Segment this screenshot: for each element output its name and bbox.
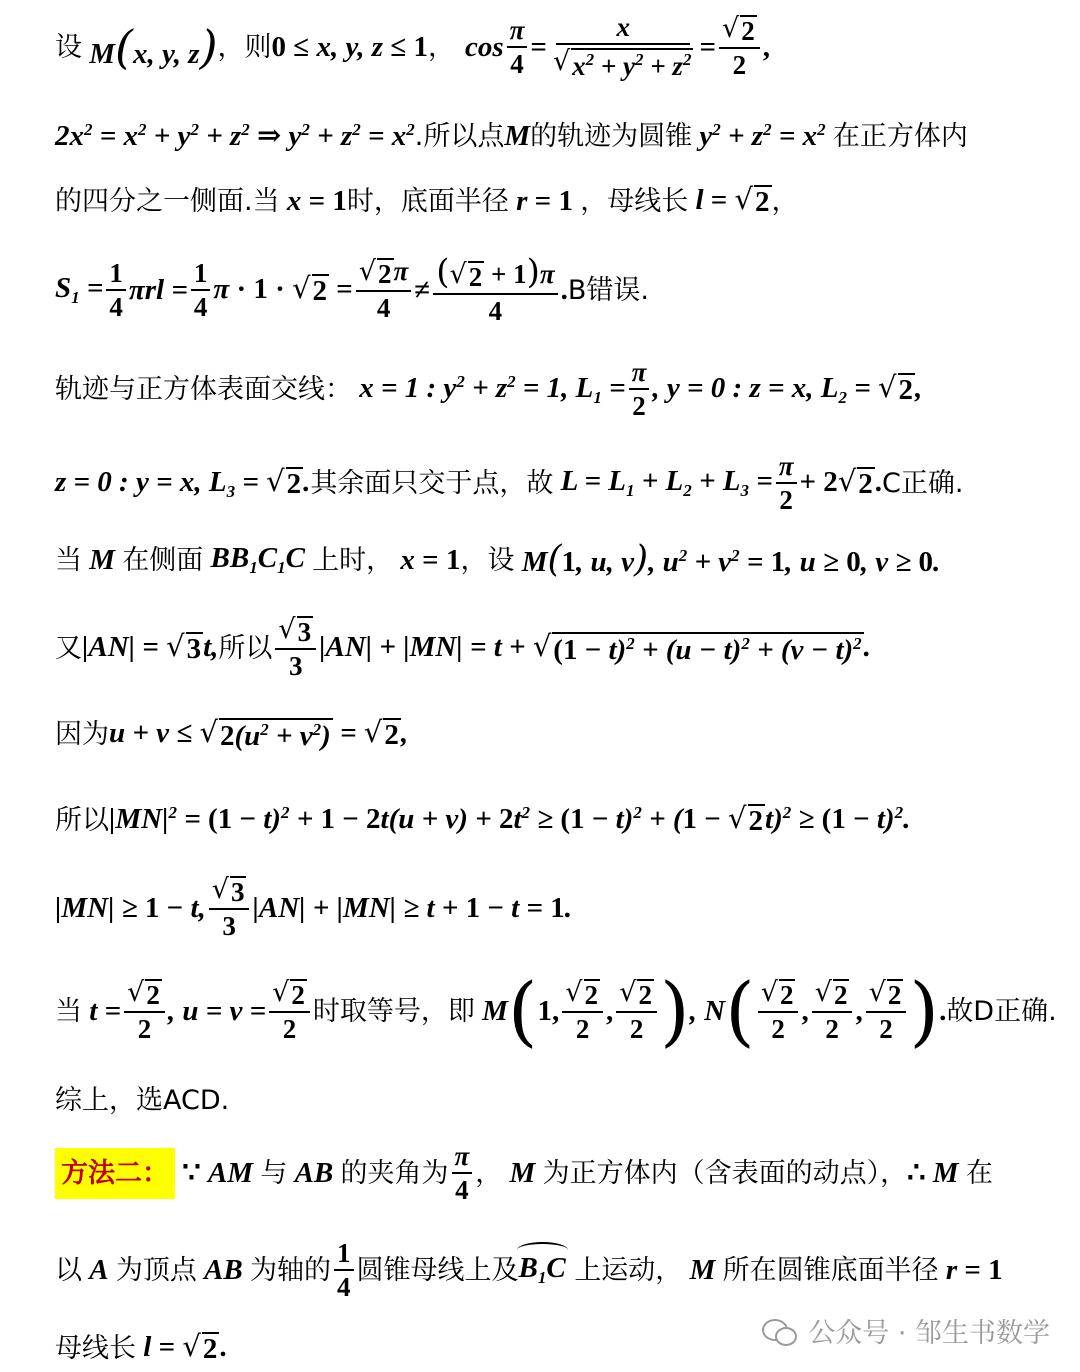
line-8: 又 |AN| = √ 3 t, 所以 √ 3 3 |AN| + |MN| = t + √ $(1 - t)^2 + (u - t)^2 + (v - t)^2$ .	[55, 614, 871, 681]
arc-b1c: $B_1C$	[518, 1252, 566, 1287]
line-6: z = 0 : y = x, $L_3$ = √ 2 . 其余面只交于点，故 $L = L_1 + L_2 + L_3$ = $\frac{\pi}{2}$ + 2 √ 2 . C正确.	[55, 450, 964, 515]
line-12: 当 t = √ 2 2 , u = v = √ 2 2 时取等号，即 M ( 1, √ 2 2 , √ 2 2 ) , N ( √ 2 2 , √ 2 2 , √ 2 2 ) . 故D正确.	[55, 966, 1057, 1055]
line-14: 方法二： ∵ AM 与 AB 的夹角为 $\frac{\pi}{4}$ ， M 为正方体内（含表面的动点）， ∴ M 在	[55, 1138, 1060, 1208]
line-7: 当 M 在侧面 $BB_1C_1C$ 上时， x = 1 ，设 M(1, u, v), $u^2 + v^2 = 1$, u ≥ 0, v ≥ 0.	[55, 539, 941, 580]
wechat-icon	[762, 1317, 796, 1345]
line-16: 母线长 l = √ 2 .	[55, 1329, 227, 1365]
line-15: 以 A 为顶点 AB 为轴的 $\frac{1}{4}$ 圆锥母线上及 $B_1C$ 上运动， M 所在圆锥底面半径 r = 1	[55, 1237, 1003, 1302]
line-5: 轨迹与正方体表面交线： x = 1 : $y^2 + z^2 = 1$, $L_1$ = $\frac{\pi}{2}$ , y = 0 : z = x, $L_2$ = √ 2 ,	[55, 356, 923, 421]
line-1: 设 M(x, y, z) ，则 0 ≤ x, y, z ≤ 1 ， cos $\frac{\pi}{4}$ = x √ $x^2 + y^2 + z^2$ = √ 2 2 ,	[55, 12, 770, 81]
line-10: 所以 $|MN|^2 = (1 - t)^2 + 1 - 2t(u + v) + 2t^2 \ge (1 - t)^2 + (1$ − √ 2 $t)^2 \ge (1 - t)^2$.	[55, 801, 911, 837]
fraction: x √ $x^2 + y^2 + z^2$	[552, 12, 692, 81]
line-11: |MN| ≥ 1 − t, √ 3 3 |AN| + |MN| ≥ t + 1 − t = 1.	[55, 874, 572, 941]
watermark	[762, 1311, 1050, 1350]
line-2: $2x^2 = x^2 + y^2 + z^2$ ⇒ $y^2 + z^2 = x^2$ .所以点 M 的轨迹为圆锥 $y^2 + z^2 = x^2$ 在正方体内	[55, 119, 968, 152]
fraction: √ 2 2	[719, 15, 760, 79]
watermark-text: 公众号 · 邹生书数学	[808, 1318, 1050, 1349]
math: M(x, y, z)	[82, 20, 218, 74]
line-4: $S_1$ = $\frac{1}{4}$ πrl = $\frac{1}{4}$ π · 1 · √ 2 = √ 2 π 4 ≠ ( √ 2 + 1)π 4 . B错误.	[55, 252, 649, 326]
line-9: 因为 u + v ≤ √ $2(u^2 + v^2)$ = √ 2 ,	[55, 714, 409, 752]
fraction: $\frac{\pi}{4}$	[507, 17, 528, 78]
method-two-highlight: 方法二：	[55, 1148, 175, 1199]
line-13: 综上，选ACD.	[55, 1084, 230, 1116]
line-3: 的四分之一侧面.当 x = 1 时，底面半径 r = 1 ，母线长 l = √ 2 ，	[55, 182, 799, 218]
